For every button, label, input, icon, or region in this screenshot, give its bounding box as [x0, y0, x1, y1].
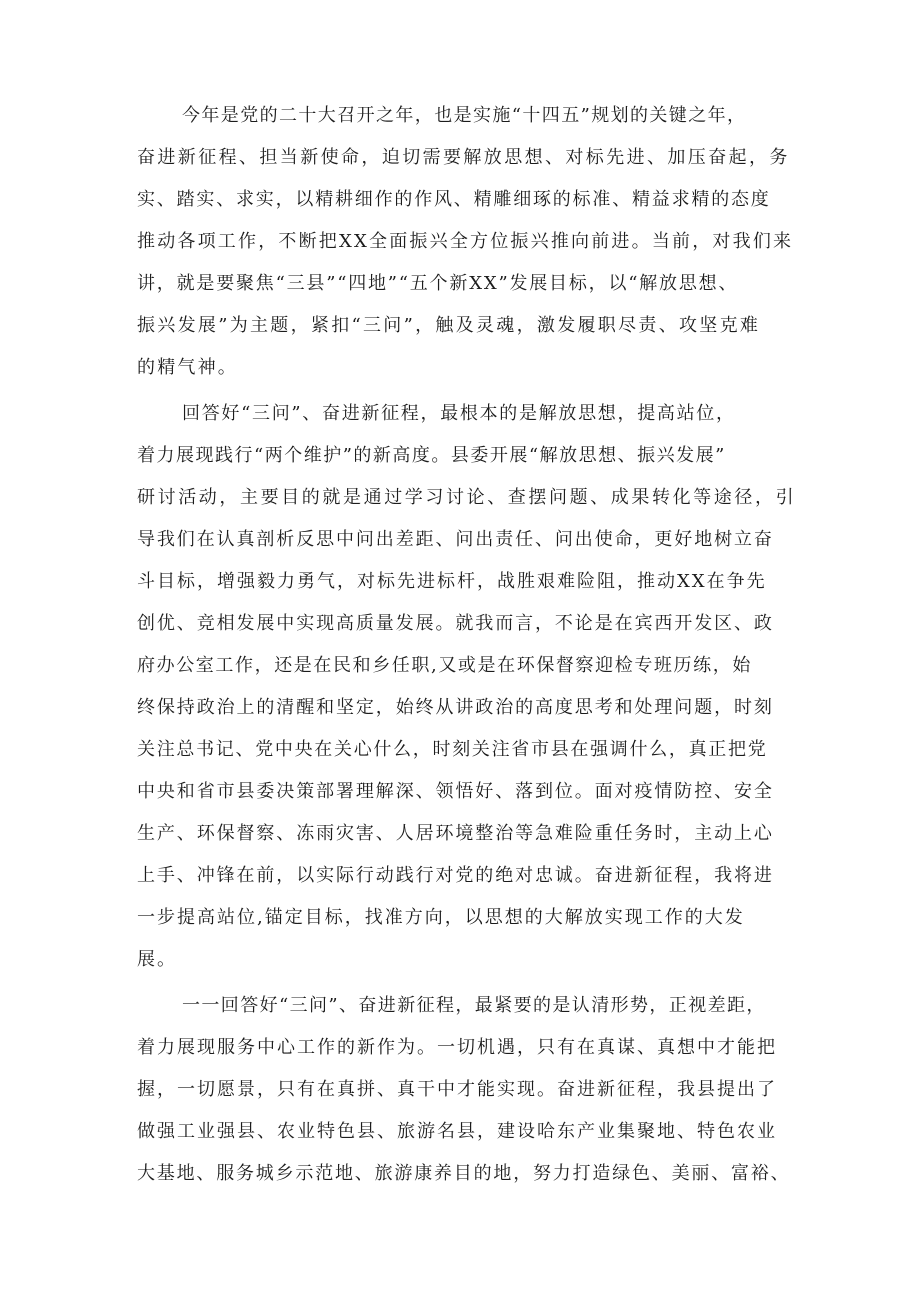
paragraph-2-line-14: 展。 — [137, 949, 177, 970]
paragraph-1-line-7: 的精气神。 — [137, 357, 238, 378]
paragraph-1-line-1: 今年是党的二十大召开之年，也是实施“十四五”规划的关键之年， — [182, 105, 747, 126]
paragraph-2-line-7: 府办公室工作，还是在民和乡任职,又或是在环保督察迎检专班历练，始 — [137, 655, 752, 676]
paragraph-2-line-6: 创优、竞相发展中实现高质量发展。就我而言，不论是在宾西开发区、政 — [137, 613, 774, 634]
paragraph-2-line-12: 上手、冲锋在前，以实际行动践行对党的绝对忠诚。奋进新征程，我将进 — [137, 865, 774, 886]
paragraph-3-line-3: 握，一切愿景，只有在真拼、真干中才能实现。奋进新征程，我县提出了 — [137, 1079, 777, 1100]
paragraph-1-line-2: 奋进新征程、担当新使命，迫切需要解放思想、对标先进、加压奋起，务 — [137, 147, 790, 168]
paragraph-2-line-5: 斗目标，增强毅力勇气，对标先进标杆，战胜艰难险阻，推动XX在争先 — [137, 571, 767, 592]
paragraph-2-line-11: 生产、环保督察、冻雨灾害、人居环境整治等急难险重任务时，主动上心 — [137, 823, 774, 844]
paragraph-2-line-4: 导我们在认真剖析反思中问出差距、问出责任、问出使命，更好地树立奋 — [137, 529, 774, 550]
paragraph-1-line-4: 推动各项工作，不断把XX全面振兴全方位振兴推向前进。当前，对我们来 — [137, 231, 794, 252]
paragraph-1-line-5: 讲，就是要聚焦“三县”“四地”“五个新XX”发展目标，以“解放思想、 — [137, 273, 739, 294]
paragraph-3-line-2: 着力展现服务中心工作的新作为。一切机遇，只有在真谋、真想中才能把 — [137, 1037, 777, 1058]
paragraph-2-line-10: 中央和省市县委决策部署理解深、领悟好、落到位。面对疫情防控、安全 — [137, 781, 774, 802]
paragraph-2-line-9: 关注总书记、党中央在关心什么，时刻关注省市县在强调什么，真正把党 — [137, 739, 768, 760]
paragraph-3-line-1: 一一回答好“三问”、奋进新征程，最紧要的是认清形势，正视差距， — [182, 995, 766, 1016]
paragraph-2-line-3: 研讨活动，主要目的就是通过学习讨论、查摆问题、成果转化等途径，引 — [137, 487, 797, 508]
paragraph-1-line-3: 实、踏实、求实，以精耕细作的作风、精雕细琢的标准、精益求精的态度 — [137, 189, 771, 210]
paragraph-2-line-8: 终保持政治上的清醒和坚定，始终从讲政治的高度思考和处理问题，时刻 — [137, 697, 774, 718]
paragraph-2-line-13: 一步提高站位,锚定目标，找准方向，以思想的大解放实现工作的大发 — [137, 907, 745, 928]
paragraph-3-line-5: 大基地、服务城乡示范地、旅游康养目的地，努力打造绿色、美丽、富裕、 — [137, 1163, 791, 1184]
paragraph-1-line-6: 振兴发展”为主题，紧扣“三问”，触及灵魂，激发履职尽责、攻坚克难 — [137, 315, 761, 336]
paragraph-2-line-1: 回答好“三问”、奋进新征程，最根本的是解放思想，提高站位， — [182, 403, 736, 424]
paragraph-3-line-4: 做强工业强县、农业特色县、旅游名县，建设哈东产业集聚地、特色农业 — [137, 1121, 777, 1142]
paragraph-2-line-2: 着力展现践行“两个维护”的新高度。县委开展“解放思想、振兴发展” — [137, 445, 726, 466]
